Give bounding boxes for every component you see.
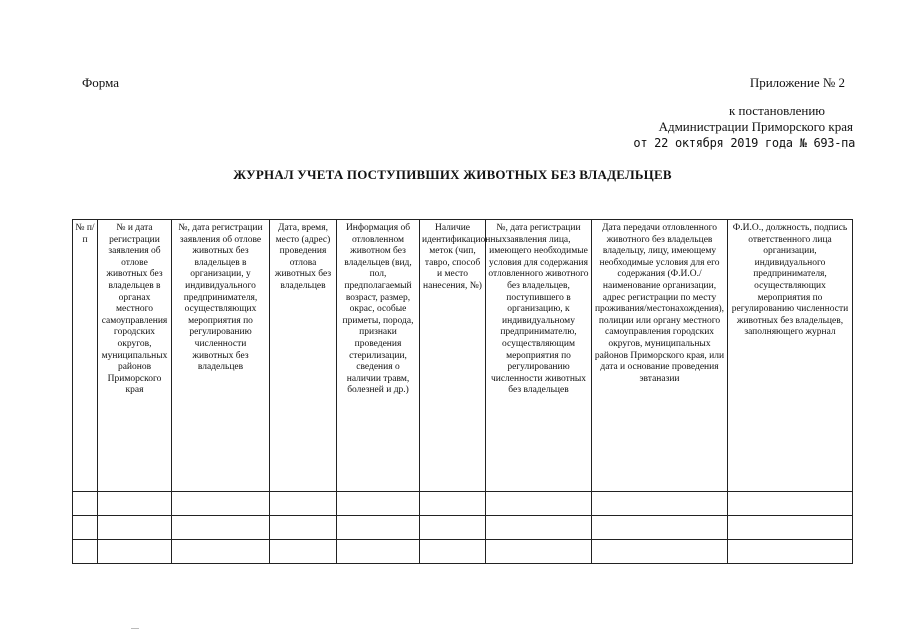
table-cell bbox=[728, 540, 853, 564]
form-label: Форма bbox=[82, 75, 119, 90]
table-cell bbox=[337, 492, 420, 516]
table-cell bbox=[73, 516, 98, 540]
appendix-line-administration: Администрации Приморского края bbox=[658, 119, 853, 134]
table-cell bbox=[420, 540, 486, 564]
table-cell bbox=[172, 492, 270, 516]
table-cell bbox=[270, 516, 337, 540]
table-cell bbox=[728, 516, 853, 540]
table-cell bbox=[73, 492, 98, 516]
table-cell bbox=[420, 516, 486, 540]
table-cell bbox=[728, 492, 853, 516]
column-header: Наличие идентификационных меток (чип, тавро, способ и место нанесения, №) bbox=[420, 220, 486, 492]
journal-table bbox=[72, 219, 853, 564]
appendix-title: Приложение № 2 bbox=[749, 75, 845, 90]
table-cell bbox=[73, 540, 98, 564]
table-cell bbox=[486, 492, 592, 516]
column-header: Информация об отловленном животном без владельцев (вид, пол, предполагаемый возраст, размер, окрас, особые приметы, порода, признаки проведения стерилизации, сведения о наличии травм, болезней и др.) bbox=[337, 220, 420, 492]
table-cell bbox=[592, 492, 728, 516]
column-header: №, дата регистрации заявления лица, имеющего необходимые условия для содержания отловленного животного без владельцев, поступившего в организацию, к индивидуальному предпринимателю, осуществляющим мероприятия по регулированию численности животных без владельцев bbox=[486, 220, 592, 492]
table-cell bbox=[172, 540, 270, 564]
table-cell bbox=[270, 492, 337, 516]
column-header: Дата, время, место (адрес) проведения отлова животных без владельцев bbox=[270, 220, 337, 492]
appendix-line-resolution: к постановлению bbox=[728, 103, 825, 118]
table-cell bbox=[486, 540, 592, 564]
header-row bbox=[73, 220, 853, 492]
table-cell bbox=[337, 516, 420, 540]
table-cell bbox=[270, 540, 337, 564]
table-cell bbox=[172, 516, 270, 540]
table-cell bbox=[98, 492, 172, 516]
document-title: ЖУРНАЛ УЧЕТА ПОСТУПИВШИХ ЖИВОТНЫХ БЕЗ ВЛАДЕЛЬЦЕВ bbox=[233, 167, 672, 182]
table-cell bbox=[98, 516, 172, 540]
column-header: Ф.И.О., должность, подпись ответственного лица организации, индивидуального предпринимателя, осуществляющих мероприятия по регулированию численности животных без владельцев, заполняющего журнал bbox=[728, 220, 853, 492]
appendix-line-date-number: от 22 октября 2019 года № 693-па bbox=[633, 136, 855, 150]
table-row bbox=[73, 492, 853, 516]
table-cell bbox=[337, 540, 420, 564]
table-row bbox=[73, 540, 853, 564]
table-cell bbox=[592, 516, 728, 540]
scan-mark bbox=[131, 628, 139, 629]
column-header: № п/п bbox=[73, 220, 98, 492]
table-cell bbox=[592, 540, 728, 564]
table-row bbox=[73, 516, 853, 540]
table-cell bbox=[420, 492, 486, 516]
column-header: Дата передачи отловленного животного без владельцев владельцу, лицу, имеющему необходимые условия для его содержания (Ф.И.О./наименование организации, адрес регистрации по месту проживания/местонахождения), полиции или органу местного самоуправления городских округов, муниципальных районов Приморского края, или дата и основание проведения эвтаназии bbox=[592, 220, 728, 492]
column-header: № и дата регистрации заявления об отлове животных без владельцев в органах местного самоуправления городских округов, муниципальных районов Приморского края bbox=[98, 220, 172, 492]
column-header: №, дата регистрации заявления об отлове животных без владельцев в организации, у индивидуального предпринимателя, осуществляющих мероприятия по регулированию численности животных без владельцев bbox=[172, 220, 270, 492]
table-cell bbox=[486, 516, 592, 540]
table-cell bbox=[98, 540, 172, 564]
